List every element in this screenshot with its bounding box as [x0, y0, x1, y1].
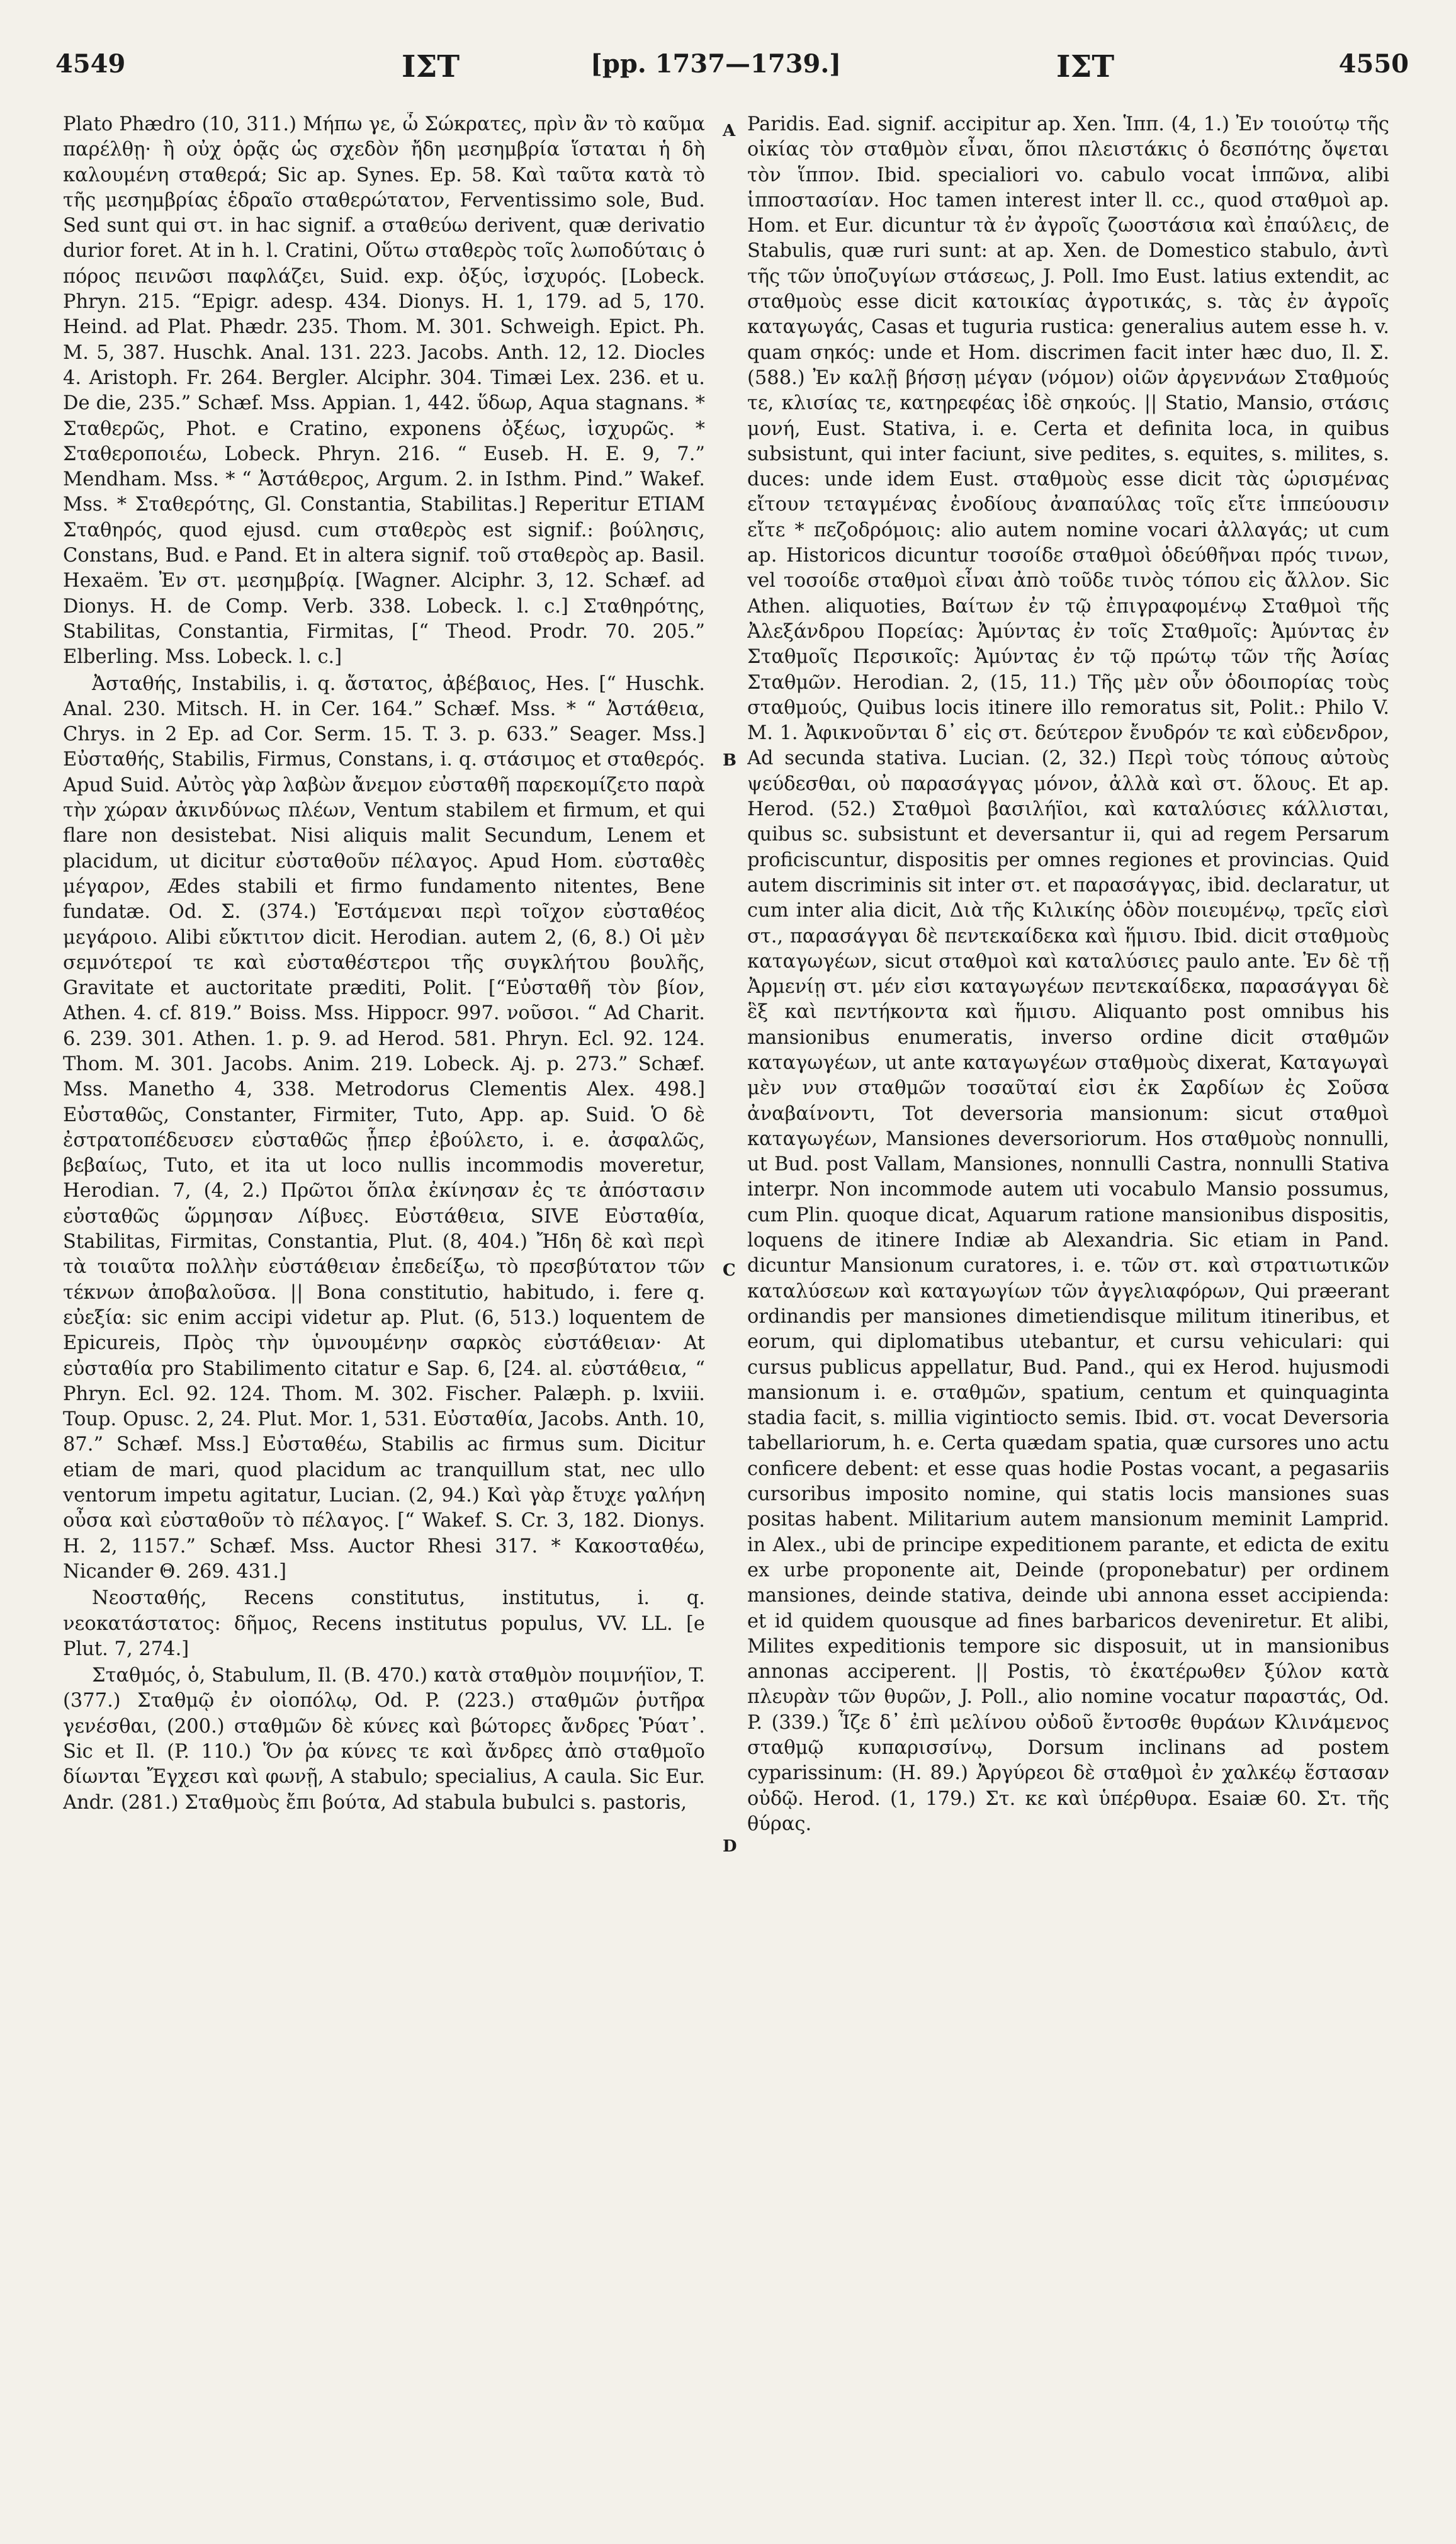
- running-head-left: ΙΣΤ: [402, 49, 460, 84]
- page-number-left: 4549: [55, 49, 126, 79]
- left-column: [63, 112, 705, 2523]
- entry-paragraph: Σταθμός, ὁ, Stabulum, Il. (B. 470.) κατὰ σταθμὸν ποιμνήϊον, T. (377.) Σταθμῷ ἐν οἰοπόλῳ, Od. P. (223.) σταθμῶν ῥυτῆρα γενέσθαι, (200.) σταθμῶν δὲ κύνες καὶ βώτορες ἄνδρες Ῥύατ᾽. Sic et Il. (P. 110.) Ὅν ῥα κύνες τε καὶ ἄνδρες ἀπὸ σταθμοῖο δίωνται Ἔγχεσι καὶ φωνῇ, A stabulo; specialius, A caula. Sic Eur. Andr. (281.) Σταθμοὺς ἔπι βούτα, Ad stabula bubulci s. pastoris,: [63, 1665, 705, 1814]
- page-number-right: 4550: [1338, 49, 1409, 79]
- entry-paragraph: Ἀσταθής, Instabilis, i. q. ἄστατος, ἀβέβαιος, Hes. [“ Huschk. Anal. 230. Mitsch. H. in Cer. 164.” Schæf. Mss. * “ Ἀστάθεια, Chrys. in 2 Ep. ad Cor. Serm. 15. T. 3. p. 633.” Seager. Mss.] Εὐσταθής, Stabilis, Firmus, Constans, i. q. στάσιμος et σταθερός. Apud Suid. Αὐτὸς γὰρ λαβὼν ἄνεμον εὐσταθῆ παρεκομίζετο παρὰ τὴν χώραν ἀκινδύνως πλέων, Ventum stabilem et firmum, et qui flare non desistebat. Nisi aliquis malit Secundum, Lenem et placidum, ut dicitur εὐσταθοῦν πέλαγος. Apud Hom. εὐσταθὲς μέγαρον, Ædes stabili et firmo fundamento nitentes, Bene fundatæ. Od. Σ. (374.) Ἑστάμεναι περὶ τοῖχον εὐσταθέος μεγάροιο. Alibi εὔκτιτον dicit. Herodian. autem 2, (6, 8.) Οἱ μὲν σεμνότεροί τε καὶ εὐσταθέστεροι τῆς συγκλήτου βουλῆς, Gravitate et auctoritate præditi, Polit. [“Εὐσταθῆ τὸν βίον, Athen. 4. cf. 819.” Boiss. Mss. Hippocr. 997. νοῦσοι. “ Ad Charit. 6. 239. 301. Athen. 1. p. 9. ad Herod. 581. Phryn. Ecl. 92. 124. Thom. M. 301. Jacobs. Anim. 219. Lobeck. Aj. p. 273.” Schæf. Mss. Manetho 4, 338. Metrodorus Clementis Alex. 498.] Εὐσταθῶς, Constanter, Firmiter, Tuto, App. ap. Suid. Ὁ δὲ ἐστρατοπέδευσεν εὐσταθῶς ᾗπερ ἐβούλετο, i. e. ἀσφαλῶς, βεβαίως, Tuto, et ita ut loco nullis incommodis moveretur, Herodian. 7, (4, 2.) Πρῶτοι ὅπλα ἐκίνησαν ἐς τε ἀπόστασιν εὐσταθῶς ὥρμησαν Λίβυες. Εὐστάθεια, SIVE Εὐσταθία, Stabilitas, Firmitas, Constantia, Plut. (8, 404.) Ἤδη δὲ καὶ περὶ τὰ τοιαῦτα πολλὴν εὐστάθειαν ἐπεδείξω, τὸ πρεσβύτατον τῶν τέκνων ἀποβαλοῦσα. || Bona constitutio, habitudo, i. fere q. εὐεξία: sic enim accipi videtur ap. Plut. (6, 513.) loquentem de Epicureis, Πρὸς τὴν ὑμνουμένην σαρκὸς εὐστάθειαν· At εὐσταθία pro Stabilimento citatur e Sap. 6, [24. al. εὐστάθεια, “ Phryn. Ecl. 92. 124. Thom. M. 302. Fischer. Palæph. p. lxviii. Toup. Opusc. 2, 24. Plut. Mor. 1, 531. Εὐσταθία, Jacobs. Anth. 10, 87.” Schæf. Mss.] Εὐσταθέω, Stabilis ac firmus sum. Dicitur etiam de mari, quod placidum ac tranquillum stat, nec ullo ventorum impetu agitatur, Lucian. (2, 94.) Καὶ γὰρ ἔτυχε γαλήνη οὖσα καὶ εὐσταθοῦν τὸ πέλαγος. [“ Wakef. S. Cr. 3, 182. Dionys. H. 2, 1157.” Schæf. Mss. Auctor Rhesi 317. * Κακοσταθέω, Nicander Θ. 269. 431.]: [63, 672, 705, 1583]
- entry-paragraph: Νεοσταθής, Recens constitutus, institutus, i. q. νεοκατάστατος: δῆμος, Recens institutus populus, VV. LL. [e Plut. 7, 274.]: [63, 1587, 705, 1660]
- right-column: [747, 112, 1389, 2523]
- margin-letter-a: A: [723, 122, 736, 140]
- column-range: [pp. 1737—1739.]: [590, 49, 842, 79]
- margin-letter-b: B: [723, 751, 736, 770]
- entry-paragraph: Paridis. Ead. signif. accipitur ap. Xen. Ἱππ. (4, 1.) Ἐν τοιούτῳ τῆς οἰκίας τὸν σταθμὸν εἶναι, ὅποι πλειστάκις ὁ δεσπότης ὄψεται τὸν ἵππον. Ibid. specialiori vo. cabulo vocat ἱππῶνα, alibi ἱπποστασίαν. Hoc tamen interest inter ll. cc., quod σταθμοὶ ap. Hom. et Eur. dicuntur τὰ ἐν ἀγροῖς ζωοστάσια καὶ ἐπαύλεις, de Stabulis, quæ ruri sunt: at ap. Xen. de Domestico stabulo, ἀντὶ τῆς τῶν ὑποζυγίων στάσεως, J. Poll. Imo Eust. latius extendit, ac σταθμοὺς esse dicit κατοικίας ἀγροτικάς, s. τὰς ἐν ἀγροῖς καταγωγάς, Casas et tuguria rustica: generalius autem esse h. v. quam σηκός: unde et Hom. discrimen facit inter hæc duo, Il. Σ. (588.) Ἐν καλῇ βήσσῃ μέγαν (νόμον) οἰῶν ἀργεννάων Σταθμούς τε, κλισίας τε, κατηρεφέας ἰδὲ σηκούς. || Statio, Mansio, στάσις μονή, Eust. Stativa, i. e. Certa et definita loca, in quibus subsistunt, qui inter faciunt, sive pedites, s. equites, s. milites, s. duces: unde idem Eust. σταθμοὺς esse dicit τὰς ὡρισμένας εἴτουν τεταγμένας ἐνοδίους ἀναπαύλας τοῖς εἴτε ἱππεύουσιν εἴτε * πεζοδρόμοις: alio autem nomine vocari ἀλλαγάς; ut cum ap. Historicos dicuntur τοσοίδε σταθμοὶ ὁδεύθῆναι πρός τινων, vel τοσοίδε σταθμοὶ εἶναι ἀπὸ τοῦδε τινὸς τόπου εἰς ἄλλον. Sic Athen. aliquoties, Βαίτων ἐν τῷ ἐπιγραφομένῳ Σταθμοὶ τῆς Ἀλεξάνδρου Πορείας: Ἀμύντας ἐν τοῖς Σταθμοῖς: Ἀμύντας ἐν Σταθμοῖς Περσικοῖς: Ἀμύντας ἐν τῷ πρώτῳ τῶν τῆς Ἀσίας Σταθμῶν. Herodian. 2, (15, 11.) Τῆς μὲν οὖν ὁδοιπορίας τοὺς σταθμούς, Quibus locis itinere illo remoratus sit, Polit.: Philo V. M. 1. Ἀφικνοῦνται δ᾽ εἰς στ. δεύτερον ἔνυδρόν τε καὶ εὐδενδρον, Ad secunda stativa. Lucian. (2, 32.) Περὶ τοὺς τόπους αὐτοὺς ψεύδεσθαι, οὐ παρασάγγας μόνον, ἀλλὰ καὶ στ. ὅλους. Et ap. Herod. (52.) Σταθμοὶ βασιλήϊοι, καὶ καταλύσιες κάλλισται, quibus sc. subsistunt et deversantur ii, qui ad regem Persarum proficiscuntur, dispositis per omnes regiones et provincias. Quid autem discriminis sit inter στ. et παρασάγγας, ibid. declaratur, ut cum inter alia dicit, Διὰ τῆς Κιλικίης ὁδὸν ποιευμένῳ, τρεῖς εἰσὶ στ., παρασάγγαι δὲ πεντεκαίδεκα καὶ ἥμισυ. Ibid. dicit σταθμοὺς καταγωγέων, sicut σταθμοὶ καὶ καταλύσιες paulo ante. Ἐν δὲ τῇ Ἀρμενίῃ στ. μέν εἰσι καταγωγέων πεντεκαίδεκα, παρασάγγαι δὲ ἓξ καὶ πεντήκοντα καὶ ἥμισυ. Aliquanto post omnibus his mansionibus enumeratis, inverso ordine dicit σταθμῶν καταγωγέων, ut ante καταγωγέων σταθμοὺς dixerat, Καταγωγαὶ μὲν νυν σταθμῶν τοσαῦταί εἰσι ἐκ Σαρδίων ἐς Σοῦσα ἀναβαίνοντι, Tot deversoria mansionum: sicut σταθμοὶ καταγωγέων, Mansiones deversoriorum. Hos σταθμοὺς nonnulli, ut Bud. post Vallam, Mansiones, nonnulli Castra, nonnulli Stativa interpr. Non incommode autem uti vocabulo Mansio possumus, cum Plin. quoque dicat, Aquarum ratione mansionibus dispositis, loquens de itinere Indiæ ab Alexandria. Sic etiam in Pand. dicuntur Mansionum curatores, i. e. τῶν στ. καὶ στρατιωτικῶν καταλύσεων καὶ καταγωγίων τῶν ἀγγελιαφόρων, Qui præerant ordinandis per mansiones dimetiendisque militum itineribus, et eorum, qui diplomatibus utebantur, et cursu vehiculari: qui cursus publicus appellatur, Bud. Pand., qui ex Herod. hujusmodi mansionum i. e. σταθμῶν, spatium, centum et quinquaginta stadia facit, s. millia vigintiocto semis. Ibid. στ. vocat Deversoria tabellariorum, h. e. Certa quædam spatia, quæ cursores uno actu conficere debent: et esse quas hodie Postas vocant, a pegasariis cursoribus imposito nomine, qui statis locis mansiones suas positas habent. Militarium autem mansionum meminit Lamprid. in Alex., ubi de principe expeditionem parante, et edicta de exitu ex urbe proponente ait, Deinde (proponebatur) per ordinem mansiones, deinde stativa, deinde ubi annona esset accipienda: et id quidem quousque ad fines barbaricos deveniretur. Et alibi, Milites expeditionis tempore sic disposuit, ut in mansionibus annonas acciperent. || Postis, τὸ ἑκατέρωθεν ξύλον κατὰ πλευρὰν τῶν θυρῶν, J. Poll., alio nomine vocatur παραστάς, Od. P. (339.) Ἷζε δ᾽ ἐπὶ μελίνου οὐδοῦ ἔντοσθε θυράων Κλινάμενος σταθμῷ κυπαρισσίνῳ, Dorsum inclinans ad postem cyparissinum: (H. 89.) Ἀργύρεοι δὲ σταθμοὶ ἐν χαλκέῳ ἕστασαν οὐδῷ. Herod. (1, 179.) Στ. κε καὶ ὑπέρθυρα. Esaiæ 60. Στ. τῆς θύρας.: [747, 113, 1389, 1835]
- page-header: [49, 49, 1409, 99]
- running-head-right: ΙΣΤ: [1056, 49, 1115, 84]
- margin-letter-d: D: [723, 1837, 737, 1856]
- entry-paragraph: Plato Phædro (10, 311.) Μήπω γε, ὦ Σώκρατες, πρὶν ἂν τὸ καῦμα παρέλθῃ· ἢ οὐχ ὁρᾷς ὡς σχεδὸν ἤδη μεσημβρία ἵσταται ἡ δὴ καλουμένη σταθερά; Sic ap. Synes. Ep. 58. Καὶ ταῦτα κατὰ τὸ τῆς μεσημβρίας ἑδραῖο σταθερώτατον, Ferventissimo sole, Bud. Sed sunt qui στ. in hac signif. a σταθεύω derivent, quæ derivatio durior foret. At in h. l. Cratini, Οὕτω σταθερὸς τοῖς λωποδύταις ὁ πόρος πεινῶσι παφλάζει, Suid. exp. ὀξύς, ἰσχυρός. [Lobeck. Phryn. 215. “Epigr. adesp. 434. Dionys. H. 1, 179. ad 5, 170. Heind. ad Plat. Phædr. 235. Thom. M. 301. Schweigh. Epict. Ph. M. 5, 387. Huschk. Anal. 131. 223. Jacobs. Anth. 12, 12. Diocles 4. Aristoph. Fr. 264. Bergler. Alciphr. 304. Timæi Lex. 236. et u. De die, 235.” Schæf. Mss. Appian. 1, 442. ὕδωρ, Aqua stagnans. * Σταθερῶς, Phot. e Cratino, exponens ὀξέως, ἰσχυρῶς. * Σταθεροποιέω, Lobeck. Phryn. 216. “ Euseb. H. E. 9, 7.” Mendham. Mss. * “ Ἀστάθερος, Argum. 2. in Isthm. Pind.” Wakef. Mss. * Σταθερότης, Gl. Constantia, Stabilitas.] Reperitur ETIAM Σταθηρός, quod ejusd. cum σταθερὸς est signif.: βούλησις, Constans, Bud. e Pand. Et in altera signif. τοῦ σταθερὸς ap. Basil. Hexaëm. Ἐν στ. μεσημβρίᾳ. [Wagner. Alciphr. 3, 12. Schæf. ad Dionys. H. de Comp. Verb. 338. Lobeck. l. c.] Σταθηρότης, Stabilitas, Constantia, Firmitas, [“ Theod. Prodr. 70. 205.” Elberling. Mss. Lobeck. l. c.]: [63, 113, 705, 669]
- margin-letter-c: C: [723, 1261, 736, 1280]
